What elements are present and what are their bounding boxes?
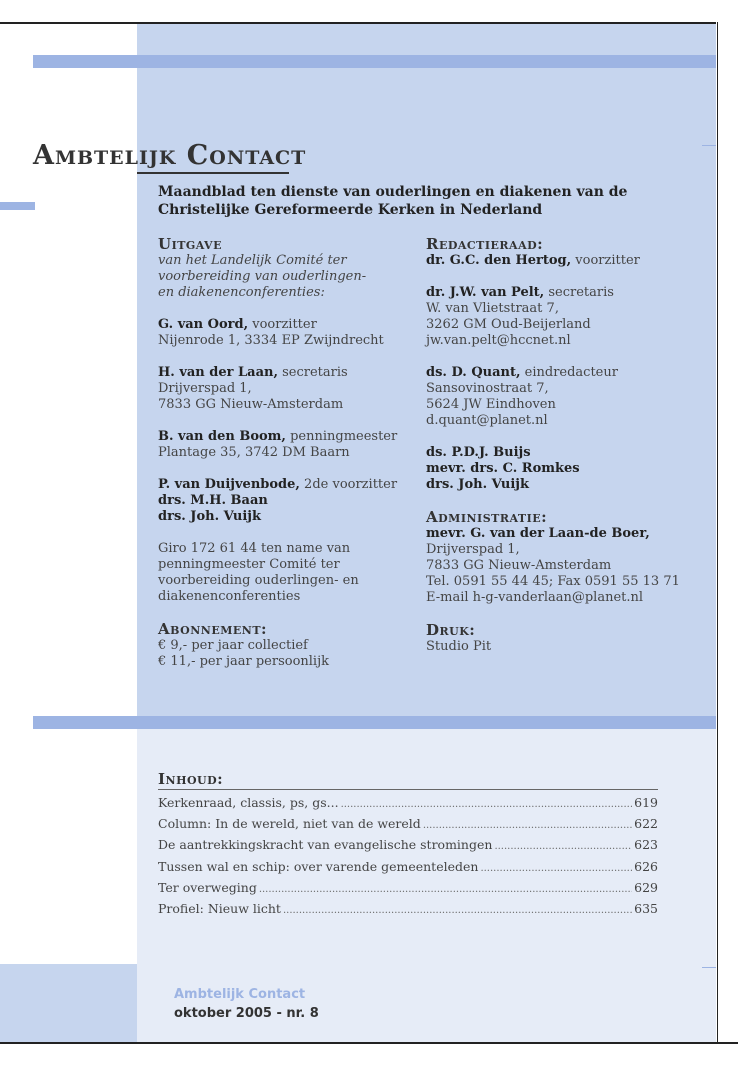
abonnement-block [158, 621, 408, 670]
inhoud-heading: Inhoud: [158, 770, 224, 788]
toc-entry[interactable] [158, 859, 658, 880]
toc-entry[interactable] [158, 816, 658, 837]
uitgave-block [158, 236, 408, 301]
subtitle [158, 183, 698, 219]
toc-title: Profiel: Nieuw licht [158, 900, 281, 916]
title-underline [137, 172, 289, 174]
toc-page: 619 [634, 795, 658, 810]
person-email: jw.van.pelt@hccnet.nl [426, 333, 571, 348]
giro-line: diakenenconferenties [158, 589, 301, 604]
toc-leader [283, 905, 632, 916]
person-name: H. van der Laan, [158, 365, 278, 380]
left-column [158, 236, 408, 686]
footer-issue: oktober 2005 - nr. 8 [174, 1006, 319, 1021]
giro-line: voorbereiding ouderlingen- en [158, 573, 359, 588]
administratie-block [426, 509, 711, 606]
person-address: 7833 GG Nieuw-Amsterdam [158, 397, 344, 412]
scan-frame-right [716, 22, 738, 1044]
scan-frame-bottom [0, 1042, 738, 1068]
toc-title: Kerkenraad, classis, ps, gs... [158, 795, 339, 810]
person-role: 2de voorzitter [299, 477, 398, 492]
toc-page: 622 [634, 816, 658, 832]
toc-title: De aantrekkingskracht van evangelische stromingen [158, 837, 493, 853]
edge-mark [702, 967, 716, 968]
administratie-heading: Administratie: [426, 508, 548, 526]
druk-value: Studio Pit [426, 639, 492, 654]
top-blue-band [33, 55, 717, 68]
person-name: P. van Duijvenbode, [158, 477, 300, 492]
toc-leader [480, 863, 632, 874]
toc-page: 629 [634, 879, 658, 895]
person-role: penningmeester [285, 429, 398, 444]
giro-line: penningmeester Comité ter [158, 557, 340, 572]
toc-leader [259, 884, 632, 895]
toc-entry[interactable] [158, 901, 658, 922]
redactie-member: mevr. drs. C. Romkes [426, 461, 580, 476]
table-of-contents [158, 795, 658, 922]
giro-line: Giro 172 61 44 ten name van [158, 541, 351, 556]
person-address: 5624 JW Eindhoven [426, 397, 556, 412]
redactie-member: drs. Joh. Vuijk [426, 477, 529, 492]
person-name: dr. G.C. den Hertog, [426, 253, 572, 268]
person-name: dr. J.W. van Pelt, [426, 285, 545, 300]
redactie-member: ds. P.D.J. Buijs [426, 445, 531, 460]
person-address: Drijverspad 1, [158, 381, 252, 396]
person-name: B. van den Boom, [158, 429, 286, 444]
person-name: G. van Oord, [158, 317, 249, 332]
druk-heading: Druk: [426, 621, 476, 639]
person-address: Plantage 35, 3742 DM Baarn [158, 445, 350, 460]
person-role: eindredacteur [520, 365, 618, 380]
inhoud-rule [158, 789, 658, 790]
magazine-title: Ambtelijk Contact [33, 140, 307, 171]
subtitle-line: Christelijke Gereformeerde Kerken in Nederland [158, 202, 543, 218]
abonnement-heading: Abonnement: [158, 620, 268, 638]
toc-entry[interactable] [158, 837, 658, 858]
toc-title: Column: In de wereld, niet van de wereld [158, 816, 421, 832]
person-block [158, 317, 408, 349]
redactieraad-heading: Redactieraad: [426, 235, 544, 253]
toc-leader [494, 841, 632, 852]
toc-page: 623 [634, 837, 658, 853]
toc-page: 635 [634, 900, 658, 916]
uitgave-intro-line: voorbereiding van ouderlingen- [158, 269, 367, 284]
person-block [426, 285, 711, 349]
blue-bottom-left-block [0, 964, 137, 1044]
person-role: secretaris [278, 365, 348, 380]
person-address: 7833 GG Nieuw-Amsterdam [426, 558, 612, 573]
person-name: ds. D. Quant, [426, 365, 521, 380]
members-block [426, 445, 711, 493]
person-block [158, 365, 408, 413]
abonnement-line: € 11,- per jaar persoonlijk [158, 654, 329, 669]
uitgave-intro-line: van het Landelijk Comité ter [158, 253, 347, 268]
subtitle-line: Maandblad ten dienste van ouderlingen en diakenen van de [158, 184, 628, 200]
abonnement-line: € 9,- per jaar collectief [158, 638, 308, 653]
committee-member: drs. Joh. Vuijk [158, 509, 261, 524]
middle-blue-band [33, 716, 717, 729]
toc-entry[interactable] [158, 880, 658, 901]
committee-member: drs. M.H. Baan [158, 493, 268, 508]
toc-page: 626 [634, 858, 658, 874]
giro-block [158, 541, 408, 605]
scan-frame-right-line [717, 22, 718, 1044]
uitgave-heading: Uitgave [158, 235, 222, 253]
toc-leader [423, 820, 632, 831]
footer [174, 985, 319, 1023]
person-block [426, 365, 711, 429]
toc-title: Ter overweging [158, 879, 257, 895]
person-email: E-mail h-g-vanderlaan@planet.nl [426, 590, 644, 605]
druk-block [426, 622, 711, 655]
person-address: 3262 GM Oud-Beijerland [426, 317, 591, 332]
person-block [158, 429, 408, 461]
person-block [158, 477, 408, 525]
edge-mark [702, 145, 716, 146]
right-column [426, 236, 711, 671]
toc-leader [341, 799, 633, 810]
phone-fax: Tel. 0591 55 44 45; Fax 0591 55 13 71 [426, 574, 680, 589]
person-role: secretaris [544, 285, 614, 300]
person-address: Drijverspad 1, [426, 542, 520, 557]
uitgave-intro-line: en diakenenconferenties: [158, 285, 325, 300]
toc-entry[interactable] [158, 795, 658, 816]
toc-title: Tussen wal en schip: over varende gemeenteleden [158, 858, 479, 874]
footer-magazine-name: Ambtelijk Contact [174, 987, 306, 1002]
person-email: d.quant@planet.nl [426, 413, 548, 428]
person-role: voorzitter [248, 317, 317, 332]
person-address: Nijenrode 1, 3334 EP Zwijndrecht [158, 333, 384, 348]
person-address: Sansovinostraat 7, [426, 381, 549, 396]
person-name: mevr. G. van der Laan-de Boer, [426, 526, 650, 541]
left-blue-tab [0, 202, 35, 210]
scan-frame-top [0, 0, 738, 24]
redactieraad-block [426, 236, 711, 269]
person-address: W. van Vlietstraat 7, [426, 301, 559, 316]
person-role: voorzitter [571, 253, 640, 268]
